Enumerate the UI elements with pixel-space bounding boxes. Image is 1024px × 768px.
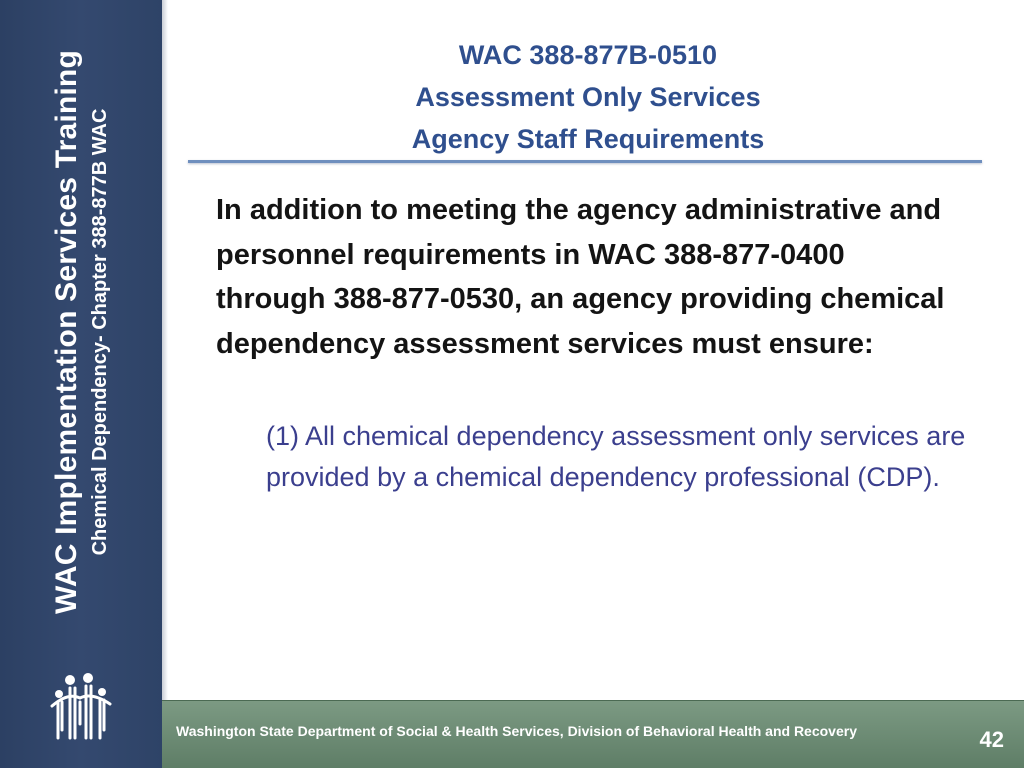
slide-title xyxy=(188,34,988,160)
page-number: 42 xyxy=(979,727,1004,752)
sidebar-band xyxy=(0,0,162,768)
title-line-wac: WAC 388-877B-0510 xyxy=(458,40,718,70)
body-intro-paragraph: In addition to meeting the agency administrative and personnel requirements in WAC 388-877-0400 through 388-877-0530, an agency providing chemical dependency assessment services must ensure: xyxy=(216,194,945,360)
body-item-1: (1) All chemical dependency assessment only services are provided by a chemical dependency professional (CDP). xyxy=(266,421,966,492)
sidebar-vertical-title xyxy=(26,32,136,632)
footer-organization: Washington State Department of Social & Health Services, Division of Behavioral Health and Recovery xyxy=(176,723,857,739)
title-line-service: Assessment Only Services xyxy=(415,82,761,112)
title-divider xyxy=(188,160,982,163)
footer-bar xyxy=(162,700,1024,768)
title-line-requirements: Agency Staff Requirements xyxy=(411,124,765,154)
sidebar-shadow-edge xyxy=(162,0,168,700)
sidebar-title: WAC Implementation Services Training xyxy=(50,50,83,615)
family-figures-icon xyxy=(48,672,114,742)
sidebar-subtitle: Chemical Dependency- Chapter 388-877B WAC xyxy=(89,108,111,556)
